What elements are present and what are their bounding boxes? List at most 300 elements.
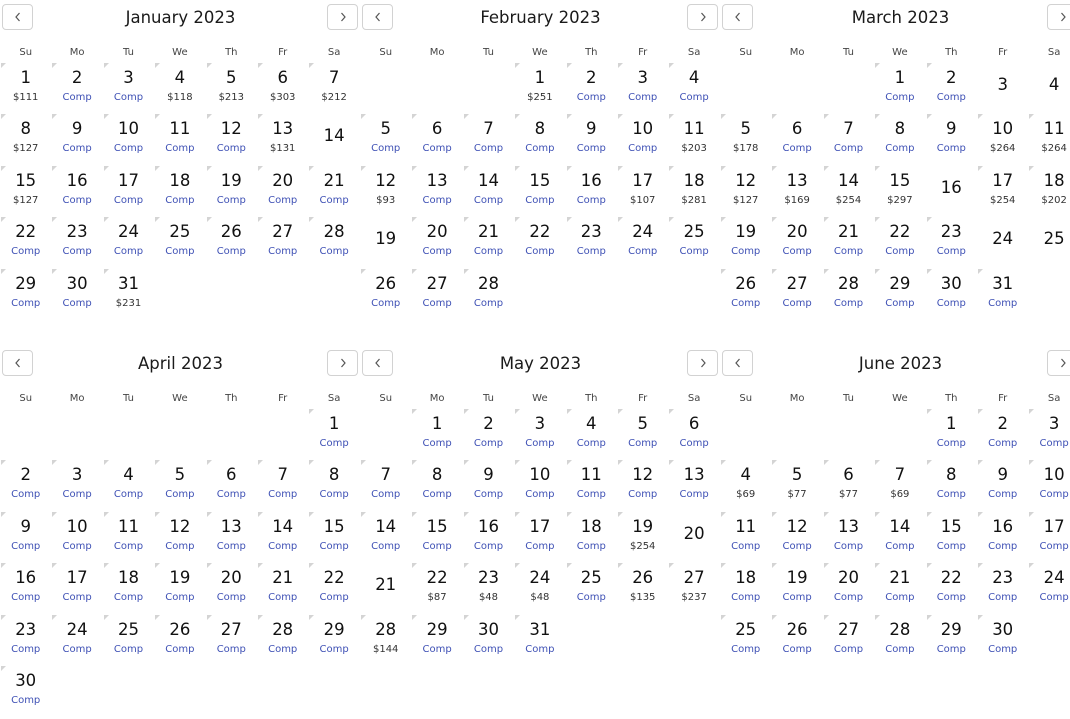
day-price: Comp <box>11 540 41 552</box>
day-cell[interactable] <box>51 113 102 164</box>
day-cell[interactable] <box>926 216 977 267</box>
day-cell[interactable] <box>411 165 462 216</box>
day-cell[interactable] <box>514 216 565 267</box>
day-cell[interactable] <box>154 165 205 216</box>
day-cell[interactable] <box>720 216 771 267</box>
day-cell[interactable] <box>360 216 411 267</box>
day-cell[interactable] <box>1028 113 1070 164</box>
day-price: Comp <box>473 297 504 309</box>
day-number: 16 <box>940 177 962 197</box>
weekday-label: Su <box>19 47 33 58</box>
day-number: 22 <box>15 222 37 242</box>
day-number: 4 <box>586 414 597 433</box>
day-cell[interactable] <box>823 459 874 510</box>
next-month-button[interactable] <box>1047 350 1070 376</box>
day-cell[interactable] <box>720 113 771 164</box>
day-cell[interactable] <box>874 113 925 164</box>
day-cell[interactable] <box>463 165 514 216</box>
day-cell[interactable] <box>720 268 771 319</box>
day-cell[interactable] <box>257 216 308 267</box>
day-cell[interactable] <box>360 113 411 164</box>
day-price: Comp <box>113 143 144 155</box>
day-price: Comp <box>885 643 915 655</box>
day-price: Comp <box>268 643 298 655</box>
day-cell[interactable] <box>0 459 51 510</box>
day-cell[interactable] <box>668 113 719 164</box>
day-cell[interactable] <box>514 614 565 665</box>
month-panel <box>0 0 361 346</box>
day-cell[interactable] <box>308 113 359 164</box>
day-number: 13 <box>683 465 705 485</box>
day-cell[interactable] <box>668 62 719 113</box>
day-cell[interactable] <box>720 459 771 510</box>
day-cell[interactable] <box>514 562 565 613</box>
day-cell[interactable] <box>308 62 359 113</box>
day-cell[interactable] <box>411 268 462 319</box>
day-cell[interactable] <box>463 614 514 665</box>
day-cell[interactable] <box>514 62 565 113</box>
day-number: 6 <box>226 465 237 485</box>
day-cell[interactable] <box>874 62 925 113</box>
day-price: $77 <box>787 489 807 501</box>
day-cell[interactable] <box>206 165 257 216</box>
weekday-label: We <box>892 393 908 404</box>
day-cell[interactable] <box>206 562 257 613</box>
day-number: 17 <box>117 170 139 190</box>
day-cell[interactable] <box>463 511 514 562</box>
day-cell[interactable] <box>514 511 565 562</box>
day-cell[interactable] <box>257 165 308 216</box>
day-number: 10 <box>66 516 88 536</box>
day-price: Comp <box>113 194 144 206</box>
day-cell[interactable] <box>566 408 617 459</box>
day-price: $297 <box>887 194 913 206</box>
day-cell[interactable] <box>257 511 308 562</box>
day-number: 1 <box>431 414 443 433</box>
day-price: Comp <box>936 438 966 449</box>
day-price: Comp <box>422 643 452 655</box>
day-cell[interactable] <box>977 562 1028 613</box>
day-price: Comp <box>113 92 144 103</box>
day-number: 17 <box>529 516 551 536</box>
day-number: 15 <box>426 516 448 536</box>
day-cell[interactable] <box>1028 511 1070 562</box>
day-number: 17 <box>992 170 1014 190</box>
day-cell[interactable] <box>308 216 359 267</box>
day-cell[interactable] <box>308 614 359 665</box>
day-cell[interactable] <box>617 408 668 459</box>
day-cell[interactable] <box>926 113 977 164</box>
day-cell[interactable] <box>926 165 977 216</box>
day-cell[interactable] <box>977 511 1028 562</box>
day-number: 21 <box>323 170 345 190</box>
day-price: $264 <box>1041 143 1067 155</box>
day-price: Comp <box>113 540 144 552</box>
weekday-label: Su <box>379 47 393 58</box>
weekday-label: Su <box>19 393 33 404</box>
day-cell[interactable] <box>103 268 154 319</box>
month-title: June 2023 <box>858 354 943 373</box>
day-cell[interactable] <box>566 62 617 113</box>
day-number: 10 <box>117 119 139 139</box>
day-price: Comp <box>11 695 41 706</box>
weekday-label: Th <box>585 47 598 58</box>
weekday-label: Tu <box>843 47 854 58</box>
day-number: 1 <box>894 68 906 87</box>
day-cell[interactable] <box>206 113 257 164</box>
day-cell[interactable] <box>51 268 102 319</box>
day-cell[interactable] <box>977 216 1028 267</box>
day-cell[interactable] <box>411 562 462 613</box>
day-price: Comp <box>216 643 246 655</box>
day-cell[interactable] <box>977 113 1028 164</box>
day-cell[interactable] <box>874 562 925 613</box>
day-price: $212 <box>321 92 347 103</box>
day-number: 23 <box>940 222 962 242</box>
day-price: $111 <box>12 92 39 103</box>
day-cell[interactable] <box>51 216 102 267</box>
day-cell[interactable] <box>617 511 668 562</box>
day-price: $169 <box>784 194 810 206</box>
day-cell[interactable] <box>360 511 411 562</box>
day-cell[interactable] <box>823 614 874 665</box>
day-price: Comp <box>371 297 401 309</box>
day-cell[interactable] <box>308 408 359 459</box>
day-cell[interactable] <box>154 562 205 613</box>
day-price: Comp <box>473 194 504 206</box>
day-cell[interactable] <box>463 113 514 164</box>
day-cell[interactable] <box>103 113 154 164</box>
day-cell[interactable] <box>257 62 308 113</box>
day-cell[interactable] <box>977 459 1028 510</box>
day-cell[interactable] <box>51 511 102 562</box>
day-price: Comp <box>319 592 349 604</box>
day-number: 26 <box>169 619 191 639</box>
day-cell[interactable] <box>874 165 925 216</box>
day-cell[interactable] <box>206 459 257 510</box>
day-number: 28 <box>375 619 397 639</box>
day-number: 14 <box>477 170 499 190</box>
day-cell[interactable] <box>154 614 205 665</box>
day-cell[interactable] <box>463 562 514 613</box>
day-cell[interactable] <box>411 511 462 562</box>
day-number: 25 <box>117 619 139 639</box>
day-cell[interactable] <box>926 408 977 459</box>
day-cell[interactable] <box>360 165 411 216</box>
day-cell[interactable] <box>566 562 617 613</box>
day-cell[interactable] <box>977 614 1028 665</box>
day-price: Comp <box>679 438 709 449</box>
day-cell[interactable] <box>771 113 822 164</box>
day-cell[interactable] <box>308 165 359 216</box>
day-cell[interactable] <box>0 562 51 613</box>
day-cell[interactable] <box>0 62 51 113</box>
day-price: Comp <box>165 643 195 655</box>
day-cell[interactable] <box>874 268 925 319</box>
day-cell[interactable] <box>617 113 668 164</box>
day-cell[interactable] <box>51 562 102 613</box>
day-number: 21 <box>375 575 397 595</box>
day-cell[interactable] <box>823 268 874 319</box>
day-cell[interactable] <box>257 562 308 613</box>
day-cell[interactable] <box>103 614 154 665</box>
day-cell[interactable] <box>566 165 617 216</box>
day-price: $144 <box>372 643 399 655</box>
day-cell[interactable] <box>720 614 771 665</box>
day-cell[interactable] <box>257 113 308 164</box>
day-number: 1 <box>20 68 31 87</box>
day-cell[interactable] <box>771 216 822 267</box>
day-cell[interactable] <box>154 459 205 510</box>
day-cell[interactable] <box>720 562 771 613</box>
weekday-label: Sa <box>687 393 701 404</box>
day-price: Comp <box>216 143 246 155</box>
day-number: 18 <box>117 568 139 588</box>
day-number: 11 <box>169 119 191 139</box>
day-cell[interactable] <box>668 562 719 613</box>
day-cell[interactable] <box>514 459 565 510</box>
day-price: Comp <box>628 438 658 449</box>
next-month-button[interactable] <box>327 350 358 376</box>
day-cell[interactable] <box>771 511 822 562</box>
day-cell[interactable] <box>926 614 977 665</box>
day-number: 8 <box>894 119 906 139</box>
day-cell[interactable] <box>51 614 102 665</box>
day-cell[interactable] <box>720 165 771 216</box>
day-cell[interactable] <box>566 459 617 510</box>
day-cell[interactable] <box>823 511 874 562</box>
day-cell[interactable] <box>771 562 822 613</box>
day-cell[interactable] <box>874 459 925 510</box>
day-number: 24 <box>992 229 1014 249</box>
day-cell[interactable] <box>926 268 977 319</box>
day-cell[interactable] <box>0 113 51 164</box>
day-cell[interactable] <box>411 216 462 267</box>
day-number: 25 <box>1043 229 1065 249</box>
day-number: 15 <box>323 516 345 536</box>
day-cell[interactable] <box>617 459 668 510</box>
day-price: Comp <box>371 489 401 501</box>
day-cell[interactable] <box>566 511 617 562</box>
day-price: Comp <box>216 194 246 206</box>
day-price: Comp <box>216 246 246 258</box>
day-price: Comp <box>782 592 812 604</box>
day-cell[interactable] <box>977 62 1028 113</box>
day-cell[interactable] <box>0 216 51 267</box>
day-number: 31 <box>529 619 551 639</box>
day-number: 4 <box>1048 75 1060 94</box>
day-cell[interactable] <box>51 165 102 216</box>
day-price: Comp <box>62 246 92 258</box>
day-cell[interactable] <box>668 165 719 216</box>
day-cell[interactable] <box>668 216 719 267</box>
day-cell[interactable] <box>103 62 154 113</box>
day-cell[interactable] <box>0 165 51 216</box>
day-cell[interactable] <box>977 408 1028 459</box>
day-cell[interactable] <box>926 459 977 510</box>
day-price: Comp <box>936 297 966 309</box>
day-cell[interactable] <box>874 614 925 665</box>
day-price: Comp <box>731 246 761 258</box>
day-cell[interactable] <box>926 562 977 613</box>
next-month-button[interactable] <box>687 4 718 30</box>
day-cell[interactable] <box>668 408 719 459</box>
day-cell[interactable] <box>103 216 154 267</box>
day-cell[interactable] <box>411 459 462 510</box>
day-cell[interactable] <box>103 165 154 216</box>
day-cell[interactable] <box>154 511 205 562</box>
day-price: Comp <box>62 194 92 206</box>
day-price: Comp <box>731 592 761 604</box>
day-number: 10 <box>992 119 1014 139</box>
day-price: Comp <box>576 246 606 258</box>
day-cell[interactable] <box>463 408 514 459</box>
day-cell[interactable] <box>1028 408 1070 459</box>
day-number: 16 <box>992 516 1014 536</box>
day-cell[interactable] <box>617 165 668 216</box>
day-cell[interactable] <box>51 459 102 510</box>
day-price: Comp <box>422 438 452 449</box>
day-number: 6 <box>277 68 288 87</box>
day-cell[interactable] <box>823 216 874 267</box>
day-cell[interactable] <box>257 614 308 665</box>
day-cell[interactable] <box>514 165 565 216</box>
day-cell[interactable] <box>360 562 411 613</box>
day-price: $69 <box>890 489 910 501</box>
day-cell[interactable] <box>771 459 822 510</box>
day-price: Comp <box>62 489 92 501</box>
day-price: Comp <box>988 540 1018 552</box>
day-cell[interactable] <box>771 614 822 665</box>
day-cell[interactable] <box>874 216 925 267</box>
next-month-button[interactable] <box>1047 4 1070 30</box>
day-price: Comp <box>268 592 298 604</box>
day-cell[interactable] <box>1028 459 1070 510</box>
day-cell[interactable] <box>926 511 977 562</box>
day-price: $203 <box>681 143 707 155</box>
day-number: 15 <box>15 170 37 190</box>
day-cell[interactable] <box>360 459 411 510</box>
day-cell[interactable] <box>103 562 154 613</box>
day-cell[interactable] <box>463 216 514 267</box>
day-cell[interactable] <box>514 113 565 164</box>
day-number: 21 <box>272 568 294 588</box>
day-cell[interactable] <box>720 511 771 562</box>
day-price: Comp <box>988 297 1018 309</box>
day-cell[interactable] <box>206 216 257 267</box>
day-cell[interactable] <box>154 113 205 164</box>
day-cell[interactable] <box>823 562 874 613</box>
day-cell[interactable] <box>257 459 308 510</box>
day-cell[interactable] <box>0 268 51 319</box>
day-cell[interactable] <box>0 665 51 716</box>
day-cell[interactable] <box>823 165 874 216</box>
day-number: 15 <box>529 170 551 190</box>
day-price: Comp <box>62 297 92 309</box>
day-cell[interactable] <box>0 511 51 562</box>
day-cell[interactable] <box>411 408 462 459</box>
day-cell[interactable] <box>206 614 257 665</box>
day-cell[interactable] <box>154 216 205 267</box>
day-cell[interactable] <box>668 459 719 510</box>
day-number: 23 <box>580 222 602 242</box>
day-cell[interactable] <box>0 614 51 665</box>
day-cell[interactable] <box>51 62 102 113</box>
weekday-label: We <box>892 47 908 58</box>
day-cell[interactable] <box>206 62 257 113</box>
day-cell[interactable] <box>154 62 205 113</box>
day-cell[interactable] <box>360 614 411 665</box>
day-cell[interactable] <box>1028 562 1070 613</box>
day-cell[interactable] <box>977 165 1028 216</box>
day-cell[interactable] <box>463 268 514 319</box>
day-cell[interactable] <box>308 562 359 613</box>
weekday-label: Su <box>739 393 753 404</box>
day-number: 23 <box>15 619 37 639</box>
day-cell[interactable] <box>771 268 822 319</box>
day-cell[interactable] <box>514 408 565 459</box>
day-cell[interactable] <box>411 113 462 164</box>
day-cell[interactable] <box>771 165 822 216</box>
day-cell[interactable] <box>926 62 977 113</box>
day-cell[interactable] <box>103 459 154 510</box>
day-cell[interactable] <box>617 562 668 613</box>
chevron-right-icon <box>698 11 708 23</box>
weekday-label: Mo <box>789 393 805 404</box>
day-cell[interactable] <box>308 459 359 510</box>
day-cell[interactable] <box>360 268 411 319</box>
day-number: 9 <box>71 119 83 139</box>
day-price: Comp <box>62 592 92 604</box>
day-cell[interactable] <box>1028 216 1070 267</box>
day-price: $87 <box>427 592 447 604</box>
day-cell[interactable] <box>617 216 668 267</box>
day-cell[interactable] <box>463 459 514 510</box>
day-number: 3 <box>534 414 546 433</box>
weekday-label: Tu <box>843 393 854 404</box>
day-cell[interactable] <box>566 216 617 267</box>
day-cell[interactable] <box>103 511 154 562</box>
weekday-label: Tu <box>483 47 494 58</box>
day-price: Comp <box>113 643 144 655</box>
next-month-button[interactable] <box>327 4 358 30</box>
day-number: 5 <box>226 68 237 87</box>
day-number: 12 <box>169 516 191 536</box>
weekday-label: Mo <box>429 47 445 58</box>
day-number: 4 <box>123 465 134 485</box>
day-cell[interactable] <box>1028 165 1070 216</box>
day-price: Comp <box>885 92 915 103</box>
next-month-button[interactable] <box>687 350 718 376</box>
day-number: 25 <box>169 222 191 242</box>
day-price: Comp <box>833 143 864 155</box>
day-cell[interactable] <box>617 62 668 113</box>
day-price: Comp <box>165 143 195 155</box>
day-cell[interactable] <box>206 511 257 562</box>
day-cell[interactable] <box>823 113 874 164</box>
day-cell[interactable] <box>566 113 617 164</box>
day-cell[interactable] <box>308 511 359 562</box>
day-cell[interactable] <box>411 614 462 665</box>
day-cell[interactable] <box>977 268 1028 319</box>
day-cell[interactable] <box>874 511 925 562</box>
day-price: Comp <box>988 643 1018 655</box>
day-price: Comp <box>422 246 452 258</box>
day-cell[interactable] <box>668 511 719 562</box>
day-number: 19 <box>735 222 757 242</box>
day-cell[interactable] <box>1028 62 1070 113</box>
day-price: Comp <box>525 540 555 552</box>
